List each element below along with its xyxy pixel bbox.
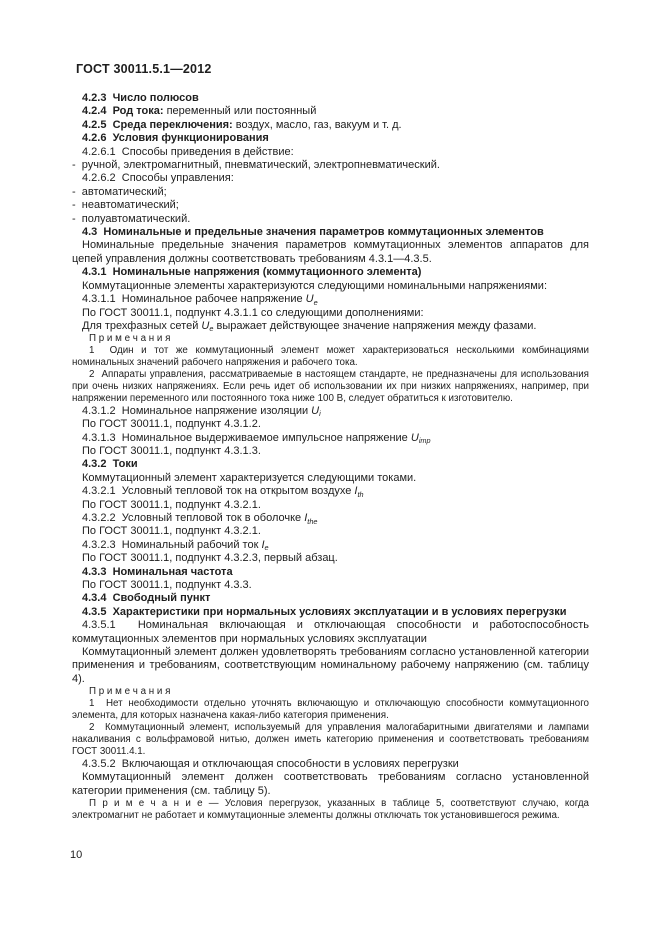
text-paragraph: 4.3.2.1 Условный тепловой ток на открытом воздухе $I_{th}$ xyxy=(82,485,364,499)
note-paragraph: П р и м е ч а н и е — Условия перегрузок, указанных в таблице 5, соответствуют случаю, когда электромагнит не работает и коммутационные элементы должны отключать ток установившегося режима. xyxy=(72,797,589,821)
page-number: 10 xyxy=(70,849,83,861)
text-paragraph: 4.3.5 Характеристики при нормальных условиях эксплуатации и в условиях перегрузки xyxy=(82,605,567,618)
dash-paragraph: - автоматический; xyxy=(72,185,167,198)
note-paragraph: 1 Один и тот же коммутационный элемент может характеризоваться несколькими комбинациями номинальных значений рабочего напряжения и рабочего тока. xyxy=(72,345,589,369)
text-paragraph: 4.3.1.3 Номинальное выдерживаемое импульсное напряжение $U_{imp}$ xyxy=(82,431,431,446)
text-paragraph: По ГОСТ 30011.1, подпункт 4.3.3. xyxy=(82,579,252,592)
dash-paragraph: - неавтоматический; xyxy=(72,199,179,212)
text-paragraph: 4.3.3 Номинальная частота xyxy=(82,565,233,578)
text-paragraph: 4.3.2.2 Условный тепловой ток в оболочке $I_{the}$ xyxy=(82,512,318,526)
text-paragraph: 4.3.4 Свободный пункт xyxy=(82,592,211,605)
text-paragraph: Коммутационный элемент характеризуется следующими токами. xyxy=(82,471,417,484)
text-paragraph: Для трехфазных сетей $U_e$ выражает действующее значение напряжения между фазами. xyxy=(82,319,537,334)
note-head-paragraph: П р и м е ч а н и я xyxy=(89,333,171,345)
note-paragraph: 2 Коммутационный элемент, используемый для управления малогабаритными двигателями и лампами накаливания с вольфрамовой нитью, должен иметь категорию применения и соответствовать требованиям ГОСТ 30011.4.1. xyxy=(72,722,589,757)
note-paragraph: 1 Нет необходимости отдельно уточнять включающую и отключающую способности коммутационного элемента, для которых назначена какая-либо категория применения. xyxy=(72,698,589,722)
text-paragraph: По ГОСТ 30011.1, подпункт 4.3.2.1. xyxy=(82,525,261,538)
text-paragraph: 4.2.6 Условия функционирования xyxy=(82,132,269,145)
text-paragraph: По ГОСТ 30011.1, подпункт 4.3.2.3, первый абзац. xyxy=(82,552,338,565)
text-paragraph: По ГОСТ 30011.1, подпункт 4.3.2.1. xyxy=(82,498,261,511)
text-paragraph: 4.3.1.2 Номинальное напряжение изоляции $U_i$ xyxy=(82,404,321,419)
standard-designation-header: ГОСТ 30011.5.1—2012 xyxy=(76,62,212,76)
note-paragraph: 2 Аппараты управления, рассматриваемые в настоящем стандарте, не предназначены для использования при очень низких напряжениях. Если речь идет об использовании их при низких напряжениях, например, при напряжении переменного или постоянного тока ниже 100 В, следует обратиться к изготовителю. xyxy=(72,369,589,404)
text-paragraph: 4.3 Номинальные и предельные значения параметров коммутационных элементов xyxy=(82,226,544,239)
text-paragraph: 4.3.1.1 Номинальное рабочее напряжение $U_e$ xyxy=(82,293,318,307)
note-head-paragraph: П р и м е ч а н и я xyxy=(89,686,171,698)
text-paragraph: 4.2.3 Число полюсов xyxy=(82,92,199,104)
document-body xyxy=(72,92,589,822)
text-paragraph: 4.2.5 Среда переключения: воздух, масло, газ, вакуум и т. д. xyxy=(82,118,402,131)
text-paragraph: 4.2.4 Род тока: переменный или постоянный xyxy=(82,105,317,118)
text-paragraph: 4.2.6.1 Способы приведения в действие: xyxy=(82,145,294,158)
text-paragraph: Коммутационный элемент должен соответствовать требованиям согласно установленной категории применения (см. таблицу 5). xyxy=(72,771,589,797)
text-paragraph: По ГОСТ 30011.1, подпункт 4.3.1.1 со следующими дополнениями: xyxy=(82,306,424,319)
text-paragraph: Номинальные предельные значения параметров коммутационных элементов аппаратов для цепей управления должны соответствовать требованиям 4.3.1—4.3.5. xyxy=(72,239,589,265)
text-paragraph: 4.3.2 Токи xyxy=(82,458,138,471)
text-paragraph: 4.3.5.1 Номинальная включающая и отключающая способности и работоспособность коммутационных элементов при нормальных условиях эксплуатации xyxy=(72,619,589,645)
dash-paragraph: - полуавтоматический. xyxy=(72,212,191,225)
dash-paragraph: - ручной, электромагнитный, пневматический, электропневматический. xyxy=(72,159,440,172)
text-paragraph: 4.2.6.2 Способы управления: xyxy=(82,172,234,185)
text-paragraph: По ГОСТ 30011.1, подпункт 4.3.1.3. xyxy=(82,444,261,457)
text-paragraph: Коммутационный элемент должен удовлетворять требованиям согласно установленной категории применения и требованиям, соответствующим номинальному рабочему напряжению (см. таблицу 4). xyxy=(72,646,589,685)
text-paragraph: 4.3.5.2 Включающая и отключающая способности в условиях перегрузки xyxy=(82,757,459,770)
text-paragraph: Коммутационные элементы характеризуются следующими номинальными напряжениями: xyxy=(82,279,547,292)
text-paragraph: 4.3.2.3 Номинальный рабочий ток $I_e$ xyxy=(82,538,269,553)
text-paragraph: По ГОСТ 30011.1, подпункт 4.3.1.2. xyxy=(82,418,261,431)
text-paragraph: 4.3.1 Номинальные напряжения (коммутационного элемента) xyxy=(82,266,422,279)
